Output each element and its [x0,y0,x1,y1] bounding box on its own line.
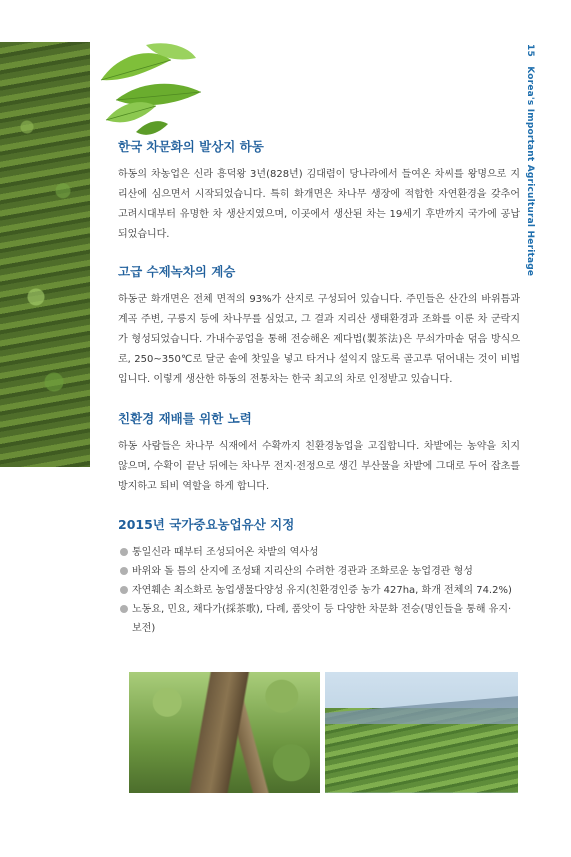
section-heading: 한국 차문화의 발상지 하동 [118,139,264,154]
section-body: 하동군 화개면은 전체 면적의 93%가 산지로 구성되어 있습니다. 주민들은 산간의 바위틈과 계곡 주변, 구릉지 등에 차나무를 심었고, 그 결과 지리산 생태환경과 조화를 이룬 차 군락지가 형성되었습니다. 가내수공업을 통해 전승해온 제다법(製茶法)은 무쇠가마솥 덖음 방식으로, 250~350℃로 달군 솥에 찻잎을 넣고 타거나 설익지 않도록 골고루 덖어내는 것이 비법입니다. 이렇게 생산한 하동의 전통차는 한국 최고의 차로 인정받고 있습니다. [118,294,520,385]
section-eco-farming [118,411,520,497]
page-number: 15 [525,44,535,57]
series-title: Korea's Important Agricultural Heritage [525,66,535,277]
tea-plantation-photo [0,42,90,467]
tea-field-harvest-photo [325,672,518,793]
section-body: 하동의 차농업은 신라 흥덕왕 3년(828년) 김대렴이 당나라에서 들여온 차씨를 왕명으로 지리산에 심으면서 시작되었습니다. 특히 화개면은 차나무 생장에 적합한 자연환경을 갖추어 고려시대부터 유명한 차 생산지였으며, 이곳에서 생산된 차는 19세기 후반까지 국가에 공납되었습니다. [118,169,520,240]
list-item: 자연훼손 최소화로 농업생물다양성 유지(친환경인증 농가 427ha, 화개 전체의 74.2%) [118,581,520,600]
tea-leaves-illustration [96,40,206,140]
section-handmade-tea [118,264,520,390]
section-heading: 2015년 국가중요농업유산 지정 [118,517,295,532]
side-header [525,44,535,276]
section-origin [118,139,520,245]
section-heritage-designation [118,517,520,638]
section-heading: 고급 수제녹차의 계승 [118,264,236,279]
section-heading: 친환경 재배를 위한 노력 [118,411,252,426]
list-item: 통일신라 때부터 조성되어온 차밭의 역사성 [118,543,520,562]
section-body: 하동 사람들은 차나무 식재에서 수확까지 친환경농업을 고집합니다. 차밭에는 농약을 치지 않으며, 수확이 끝난 뒤에는 차나무 전지·전정으로 생긴 부산물을 차밭에 그대로 두어 잡초를 방지하고 퇴비 역할을 하게 합니다. [118,441,520,492]
bullet-list [118,543,520,638]
old-tea-tree-photo [129,672,320,793]
list-item: 노동요, 민요, 채다가(採茶歌), 다례, 품앗이 등 다양한 차문화 전승(명인들을 통해 유지·보전) [118,600,520,638]
list-item: 바위와 돌 틈의 산지에 조성돼 지리산의 수려한 경관과 조화로운 농업경관 형성 [118,562,520,581]
